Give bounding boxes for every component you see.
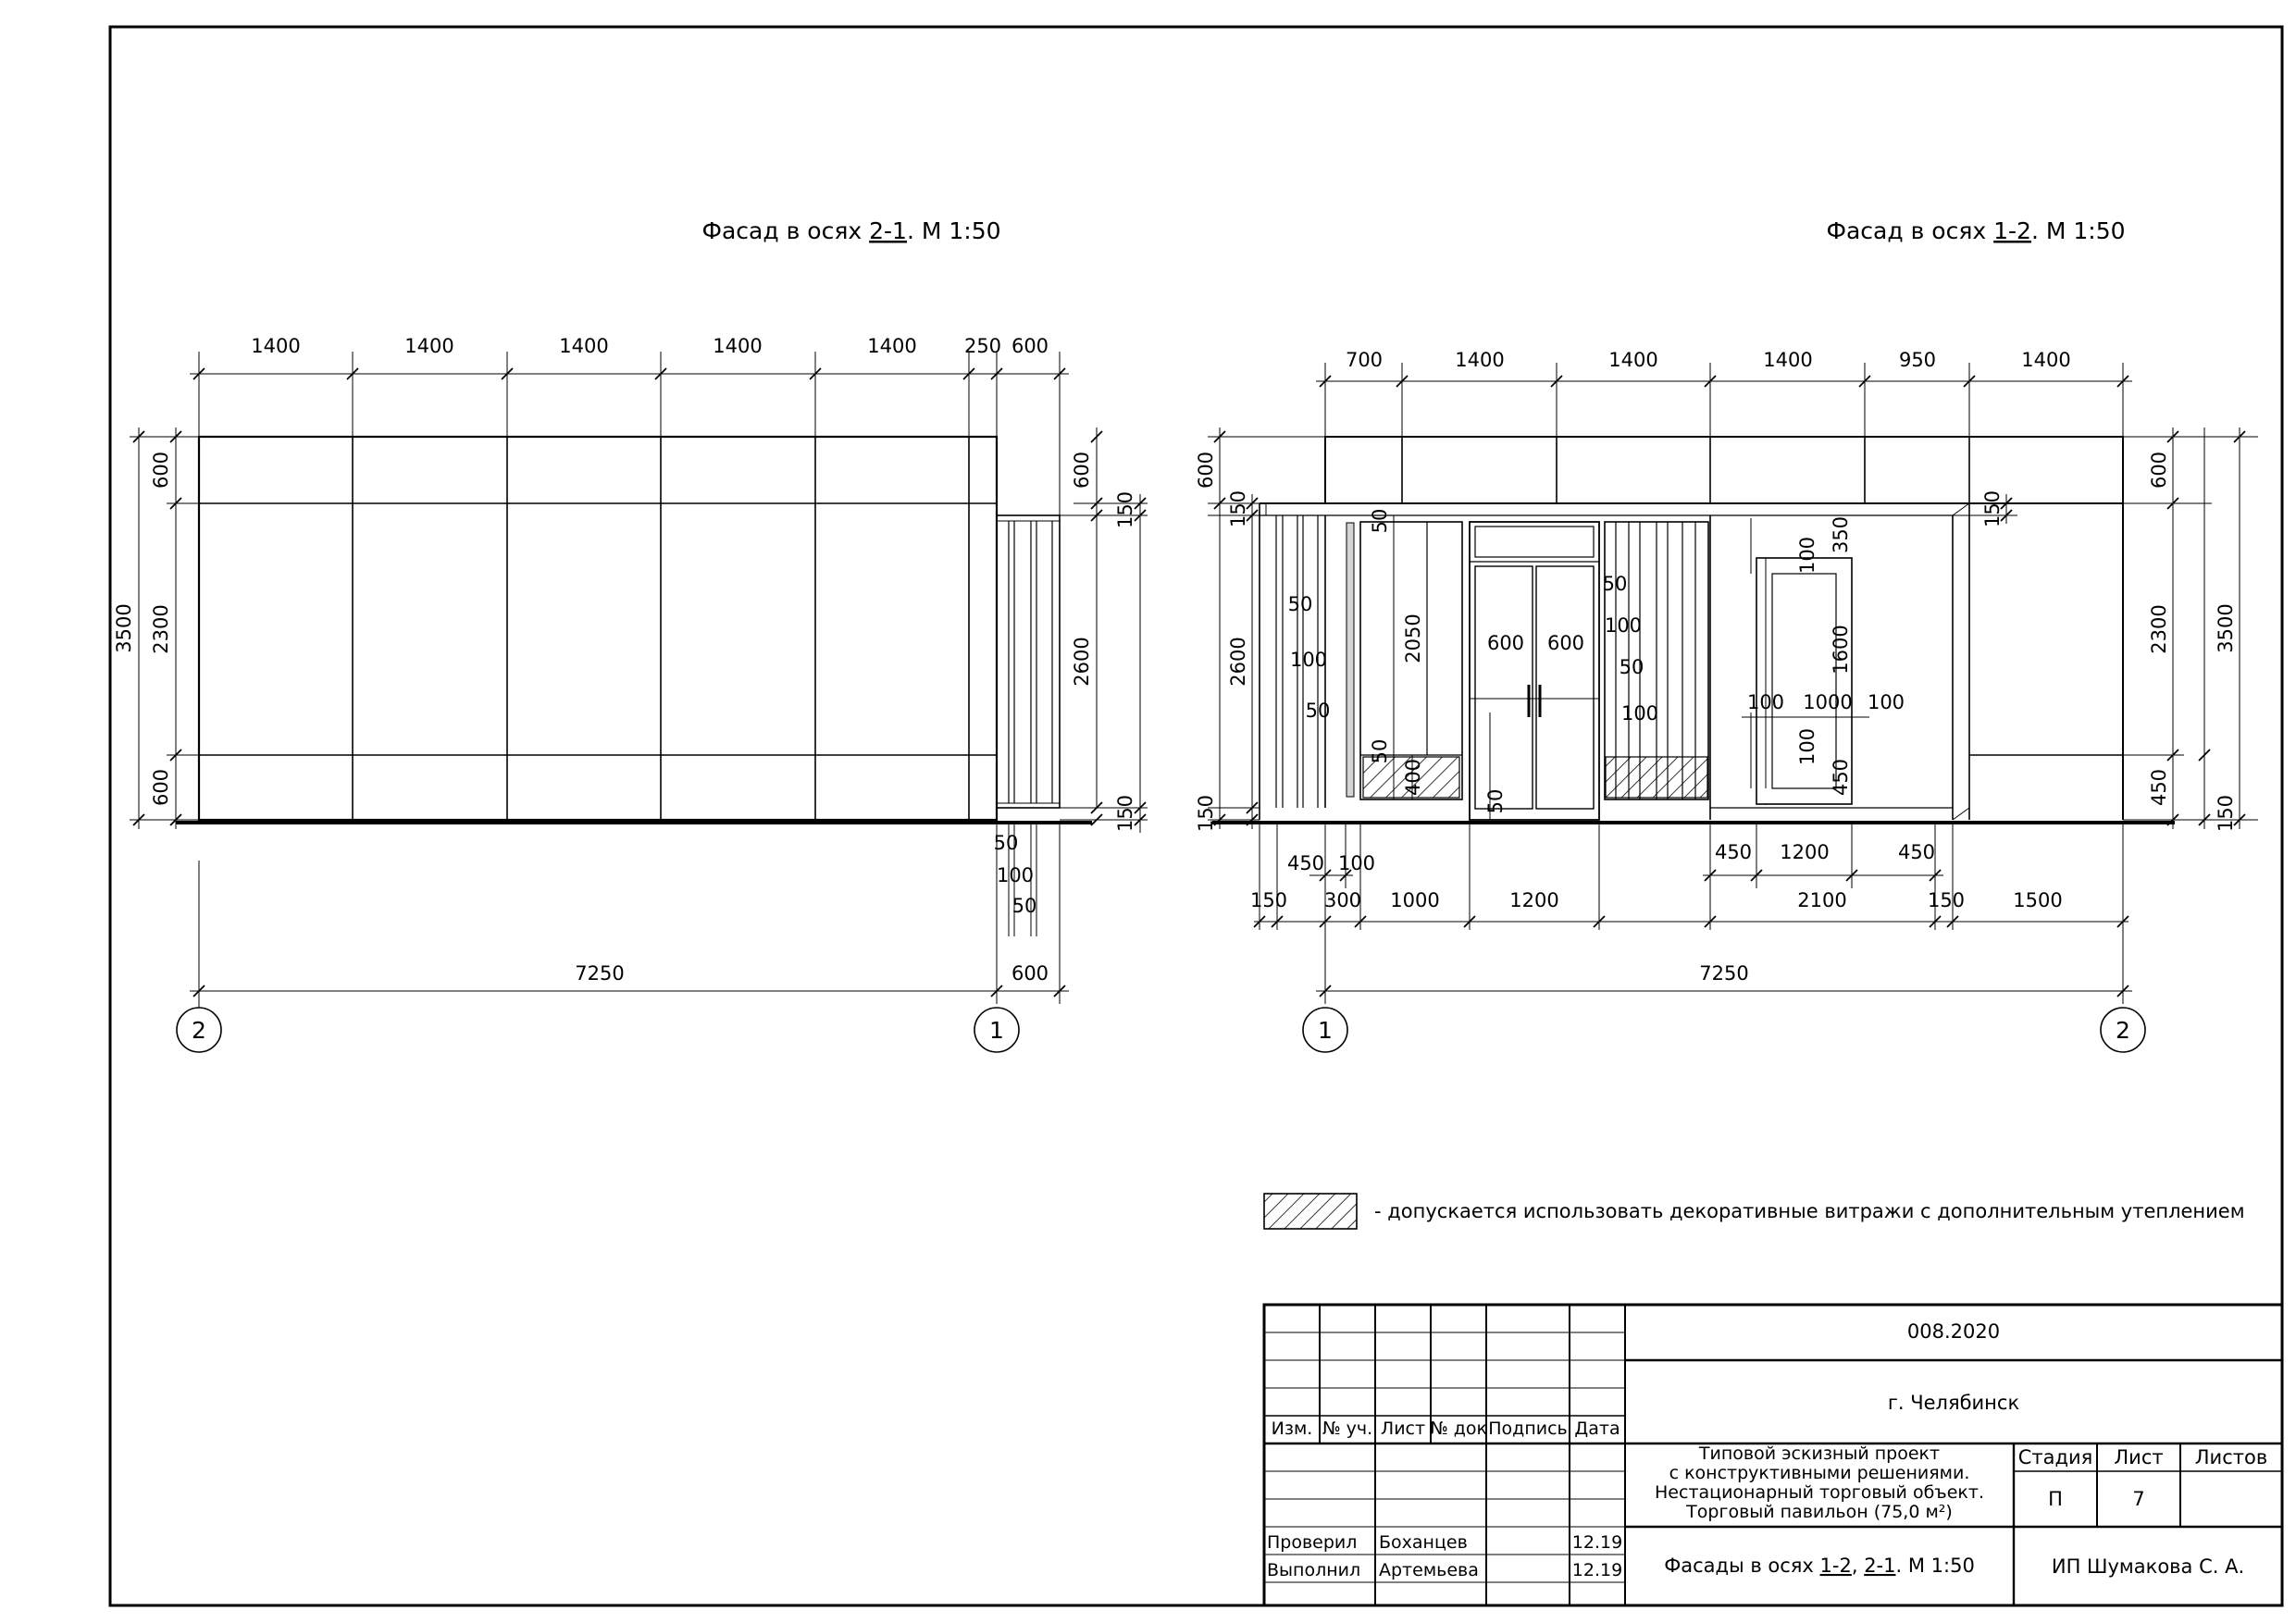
dim-label: 2300: [150, 604, 172, 654]
svg-text:2: 2: [192, 1017, 206, 1044]
dim-label: 600: [1011, 335, 1049, 357]
header-izm: Изм.: [1271, 1419, 1313, 1439]
name-performed: Артемьева: [1379, 1560, 1479, 1580]
svg-text:2: 2: [2116, 1017, 2130, 1044]
dim-label: 1400: [867, 335, 917, 357]
dim-label: 450: [1897, 841, 1936, 863]
dim-label: 450: [2148, 768, 2170, 807]
dim-label: 300: [1323, 889, 1362, 911]
project-line: Торговый павильон (75,0 м²): [1686, 1502, 1953, 1522]
dim-label: 1000: [1390, 889, 1440, 911]
dim-label: 600: [150, 768, 172, 807]
dim-label: 450: [1714, 841, 1753, 863]
dim-label: 1400: [713, 335, 763, 357]
date-performed: 12.19: [1571, 1560, 1623, 1580]
right-facade-dimension-lines: [1208, 363, 2258, 1004]
dim-label: 400: [1402, 758, 1424, 797]
dim-label: 100: [1337, 852, 1376, 874]
dim-label: 100: [1620, 702, 1659, 725]
dim-label: 50: [1287, 593, 1313, 615]
dim-label: 150: [2215, 794, 2237, 833]
dim-label: 1400: [1455, 349, 1505, 371]
dim-label: 600: [1546, 632, 1585, 654]
dim-label: 100: [1796, 536, 1818, 575]
left-facade-dimension-lines: [130, 352, 1148, 1004]
dim-label: 50: [1619, 656, 1644, 678]
dim-label: 1200: [1509, 889, 1559, 911]
dim-label: 3500: [2215, 603, 2237, 653]
project-line: с конструктивными решениями.: [1669, 1463, 1970, 1483]
dim-label: 1400: [1763, 349, 1813, 371]
dim-label: 50: [1484, 788, 1507, 814]
dim-label: 50: [1369, 738, 1391, 764]
svg-text:1: 1: [1318, 1017, 1333, 1044]
project-line: Нестационарный торговый объект.: [1655, 1482, 1984, 1503]
dim-label: 1000: [1803, 691, 1853, 713]
dim-label: 150: [1114, 490, 1136, 529]
dim-label: 100: [1289, 649, 1328, 671]
left-facade-dimension-labels: [113, 335, 1136, 985]
role-performed: Выполнил: [1267, 1560, 1361, 1580]
right-facade-elevation: [1212, 437, 2175, 823]
axis-marker: [974, 1008, 1019, 1052]
dim-label: 100: [1604, 614, 1643, 637]
dim-label: 50: [993, 832, 1019, 854]
dim-label: 250: [963, 335, 1002, 357]
dim-label: 2050: [1402, 613, 1424, 663]
axis-marker: [2101, 1008, 2145, 1052]
dim-label: 150: [1981, 489, 2004, 528]
dim-label: 3500: [113, 603, 135, 653]
dim-label: 600: [1195, 451, 1217, 489]
project-line: Типовой эскизный проект: [1698, 1443, 1941, 1464]
dim-label: 600: [1011, 962, 1049, 985]
dim-label: 50: [1305, 700, 1331, 722]
city: г. Челябинск: [1887, 1392, 2020, 1414]
dim-label: 7250: [1699, 962, 1749, 985]
dim-label: 600: [150, 451, 172, 489]
dim-label: 50: [1011, 895, 1037, 917]
sheet-label: Лист: [2114, 1446, 2164, 1468]
dim-label: 2300: [2148, 604, 2170, 654]
dim-label: 1400: [1608, 349, 1658, 371]
dim-label: 1400: [559, 335, 609, 357]
sheets-label: Листов: [2194, 1446, 2268, 1468]
dim-label: 2100: [1797, 889, 1847, 911]
dim-label: 600: [2148, 451, 2170, 489]
header-date: Дата: [1574, 1419, 1620, 1439]
dim-label: 2600: [1227, 637, 1249, 687]
axis-marker: [177, 1004, 221, 1052]
hatch-swatch: [1264, 1194, 1357, 1229]
left-facade-dimension-ticks: [133, 368, 1146, 997]
dim-label: 1200: [1780, 841, 1830, 863]
dim-label: 700: [1345, 349, 1384, 371]
header-num-doc: № док: [1429, 1419, 1488, 1439]
organization: ИП Шумакова С. А.: [2051, 1555, 2245, 1578]
legend-text: - допускается использовать декоративные витражи с дополнительным утеплением: [1374, 1200, 2245, 1222]
dim-label: 150: [1195, 794, 1217, 833]
dim-label: 100: [1746, 691, 1785, 713]
dim-label: 950: [1898, 349, 1937, 371]
stage-value: П: [2048, 1488, 2063, 1510]
dim-label: 350: [1830, 515, 1852, 554]
dim-label: 150: [1114, 794, 1136, 833]
dim-label: 150: [1249, 889, 1288, 911]
date-checked: 12.19: [1571, 1532, 1623, 1553]
right-facade-dimension-ticks: [1214, 376, 2245, 997]
stage-label: Стадия: [2017, 1446, 2093, 1468]
header-list: Лист: [1380, 1419, 1426, 1439]
dim-label: 450: [1286, 852, 1325, 874]
dim-label: 600: [1486, 632, 1525, 654]
dim-label: 50: [1602, 573, 1628, 595]
document-code: 008.2020: [1906, 1320, 2001, 1343]
right-facade-title: Фасад в осях 1-2. М 1:50: [1826, 217, 2126, 244]
dim-label: 600: [1071, 451, 1093, 489]
axis-marker: [1303, 1008, 1347, 1052]
dim-label: 150: [1927, 889, 1966, 911]
dim-label: 100: [996, 864, 1035, 886]
dim-label: 150: [1227, 489, 1249, 528]
left-facade-elevation: [176, 437, 1092, 823]
dim-label: 100: [1867, 691, 1905, 713]
dim-label: 1600: [1830, 625, 1852, 675]
role-checked: Проверил: [1267, 1532, 1358, 1553]
left-facade-title: Фасад в осях 2-1. М 1:50: [701, 217, 1001, 244]
dim-label: 1400: [404, 335, 454, 357]
dim-label: 1500: [2013, 889, 2063, 911]
dim-label: 7250: [575, 962, 625, 985]
header-num-uch: № уч.: [1322, 1419, 1373, 1439]
dim-label: 450: [1830, 758, 1852, 797]
svg-text:1: 1: [989, 1017, 1004, 1044]
hatch-legend: [1264, 1194, 2245, 1229]
dim-label: 2600: [1071, 637, 1093, 687]
dim-label: 1400: [251, 335, 301, 357]
dim-label: 50: [1369, 508, 1391, 534]
name-checked: Боханцев: [1379, 1532, 1468, 1553]
dim-label: 1400: [2021, 349, 2071, 371]
sheet-value: 7: [2132, 1488, 2145, 1510]
drawing-title: Фасады в осях 1-2, 2-1. М 1:50: [1664, 1555, 1975, 1577]
dim-label: 100: [1796, 727, 1818, 766]
header-signature: Подпись: [1488, 1419, 1568, 1439]
